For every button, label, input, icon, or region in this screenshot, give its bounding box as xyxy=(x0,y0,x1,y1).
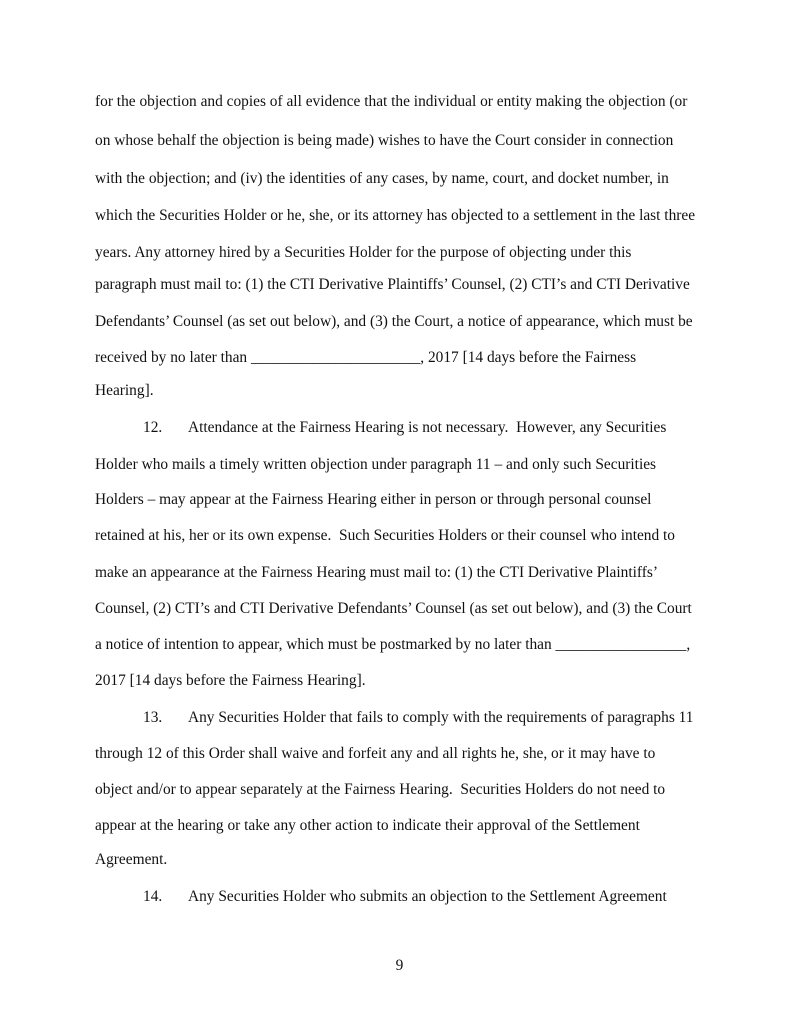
text-line: object and/or to appear separately at the Fairness Hearing. Securities Holders do not need to xyxy=(95,781,666,798)
text-line: received by no later than ______________________, 2017 [14 days before the Fairness xyxy=(95,349,637,366)
text-line: years. Any attorney hired by a Securities Holder for the purpose of objecting under this xyxy=(95,244,632,261)
text-line: on whose behalf the objection is being made) wishes to have the Court consider in connection xyxy=(95,132,674,149)
text-line: make an appearance at the Fairness Hearing must mail to: (1) the CTI Derivative Plaintiffs’ xyxy=(95,564,658,581)
page-number: 9 xyxy=(395,957,404,974)
text-line: Defendants’ Counsel (as set out below), and (3) the Court, a notice of appearance, which must be xyxy=(95,313,693,330)
text-line: Any Securities Holder that fails to comply with the requirements of paragraphs 11 xyxy=(188,709,694,726)
text-line: retained at his, her or its own expense. Such Securities Holders or their counsel who intend to xyxy=(95,527,676,544)
text-line: Attendance at the Fairness Hearing is not necessary. However, any Securities xyxy=(188,419,667,436)
text-line: appear at the hearing or take any other action to indicate their approval of the Settlement xyxy=(95,817,640,834)
text-line: Holder who mails a timely written objection under paragraph 11 – and only such Securities xyxy=(95,456,657,473)
text-line: for the objection and copies of all evidence that the individual or entity making the objection (or xyxy=(95,93,688,110)
paragraph-number: 13. xyxy=(143,709,163,726)
text-line: Agreement. xyxy=(95,851,168,868)
text-line: which the Securities Holder or he, she, or its attorney has objected to a settlement in the last three xyxy=(95,207,696,224)
text-line: a notice of intention to appear, which must be postmarked by no later than _________________, xyxy=(95,636,691,653)
paragraph-number: 14. xyxy=(143,888,163,905)
text-line: 2017 [14 days before the Fairness Hearing]. xyxy=(95,672,366,689)
text-line: Holders – may appear at the Fairness Hearing either in person or through personal counsel xyxy=(95,491,652,508)
text-line: with the objection; and (iv) the identities of any cases, by name, court, and docket number, in xyxy=(95,170,669,187)
text-line: through 12 of this Order shall waive and forfeit any and all rights he, she, or it may have to xyxy=(95,745,656,762)
text-line: Counsel, (2) CTI’s and CTI Derivative Defendants’ Counsel (as set out below), and (3) the Court xyxy=(95,600,692,617)
text-line: Hearing]. xyxy=(95,382,154,399)
text-line: Any Securities Holder who submits an objection to the Settlement Agreement xyxy=(188,888,667,905)
text-line: paragraph must mail to: (1) the CTI Derivative Plaintiffs’ Counsel, (2) CTI’s and CTI Derivative xyxy=(95,276,690,293)
paragraph-number: 12. xyxy=(143,419,163,436)
